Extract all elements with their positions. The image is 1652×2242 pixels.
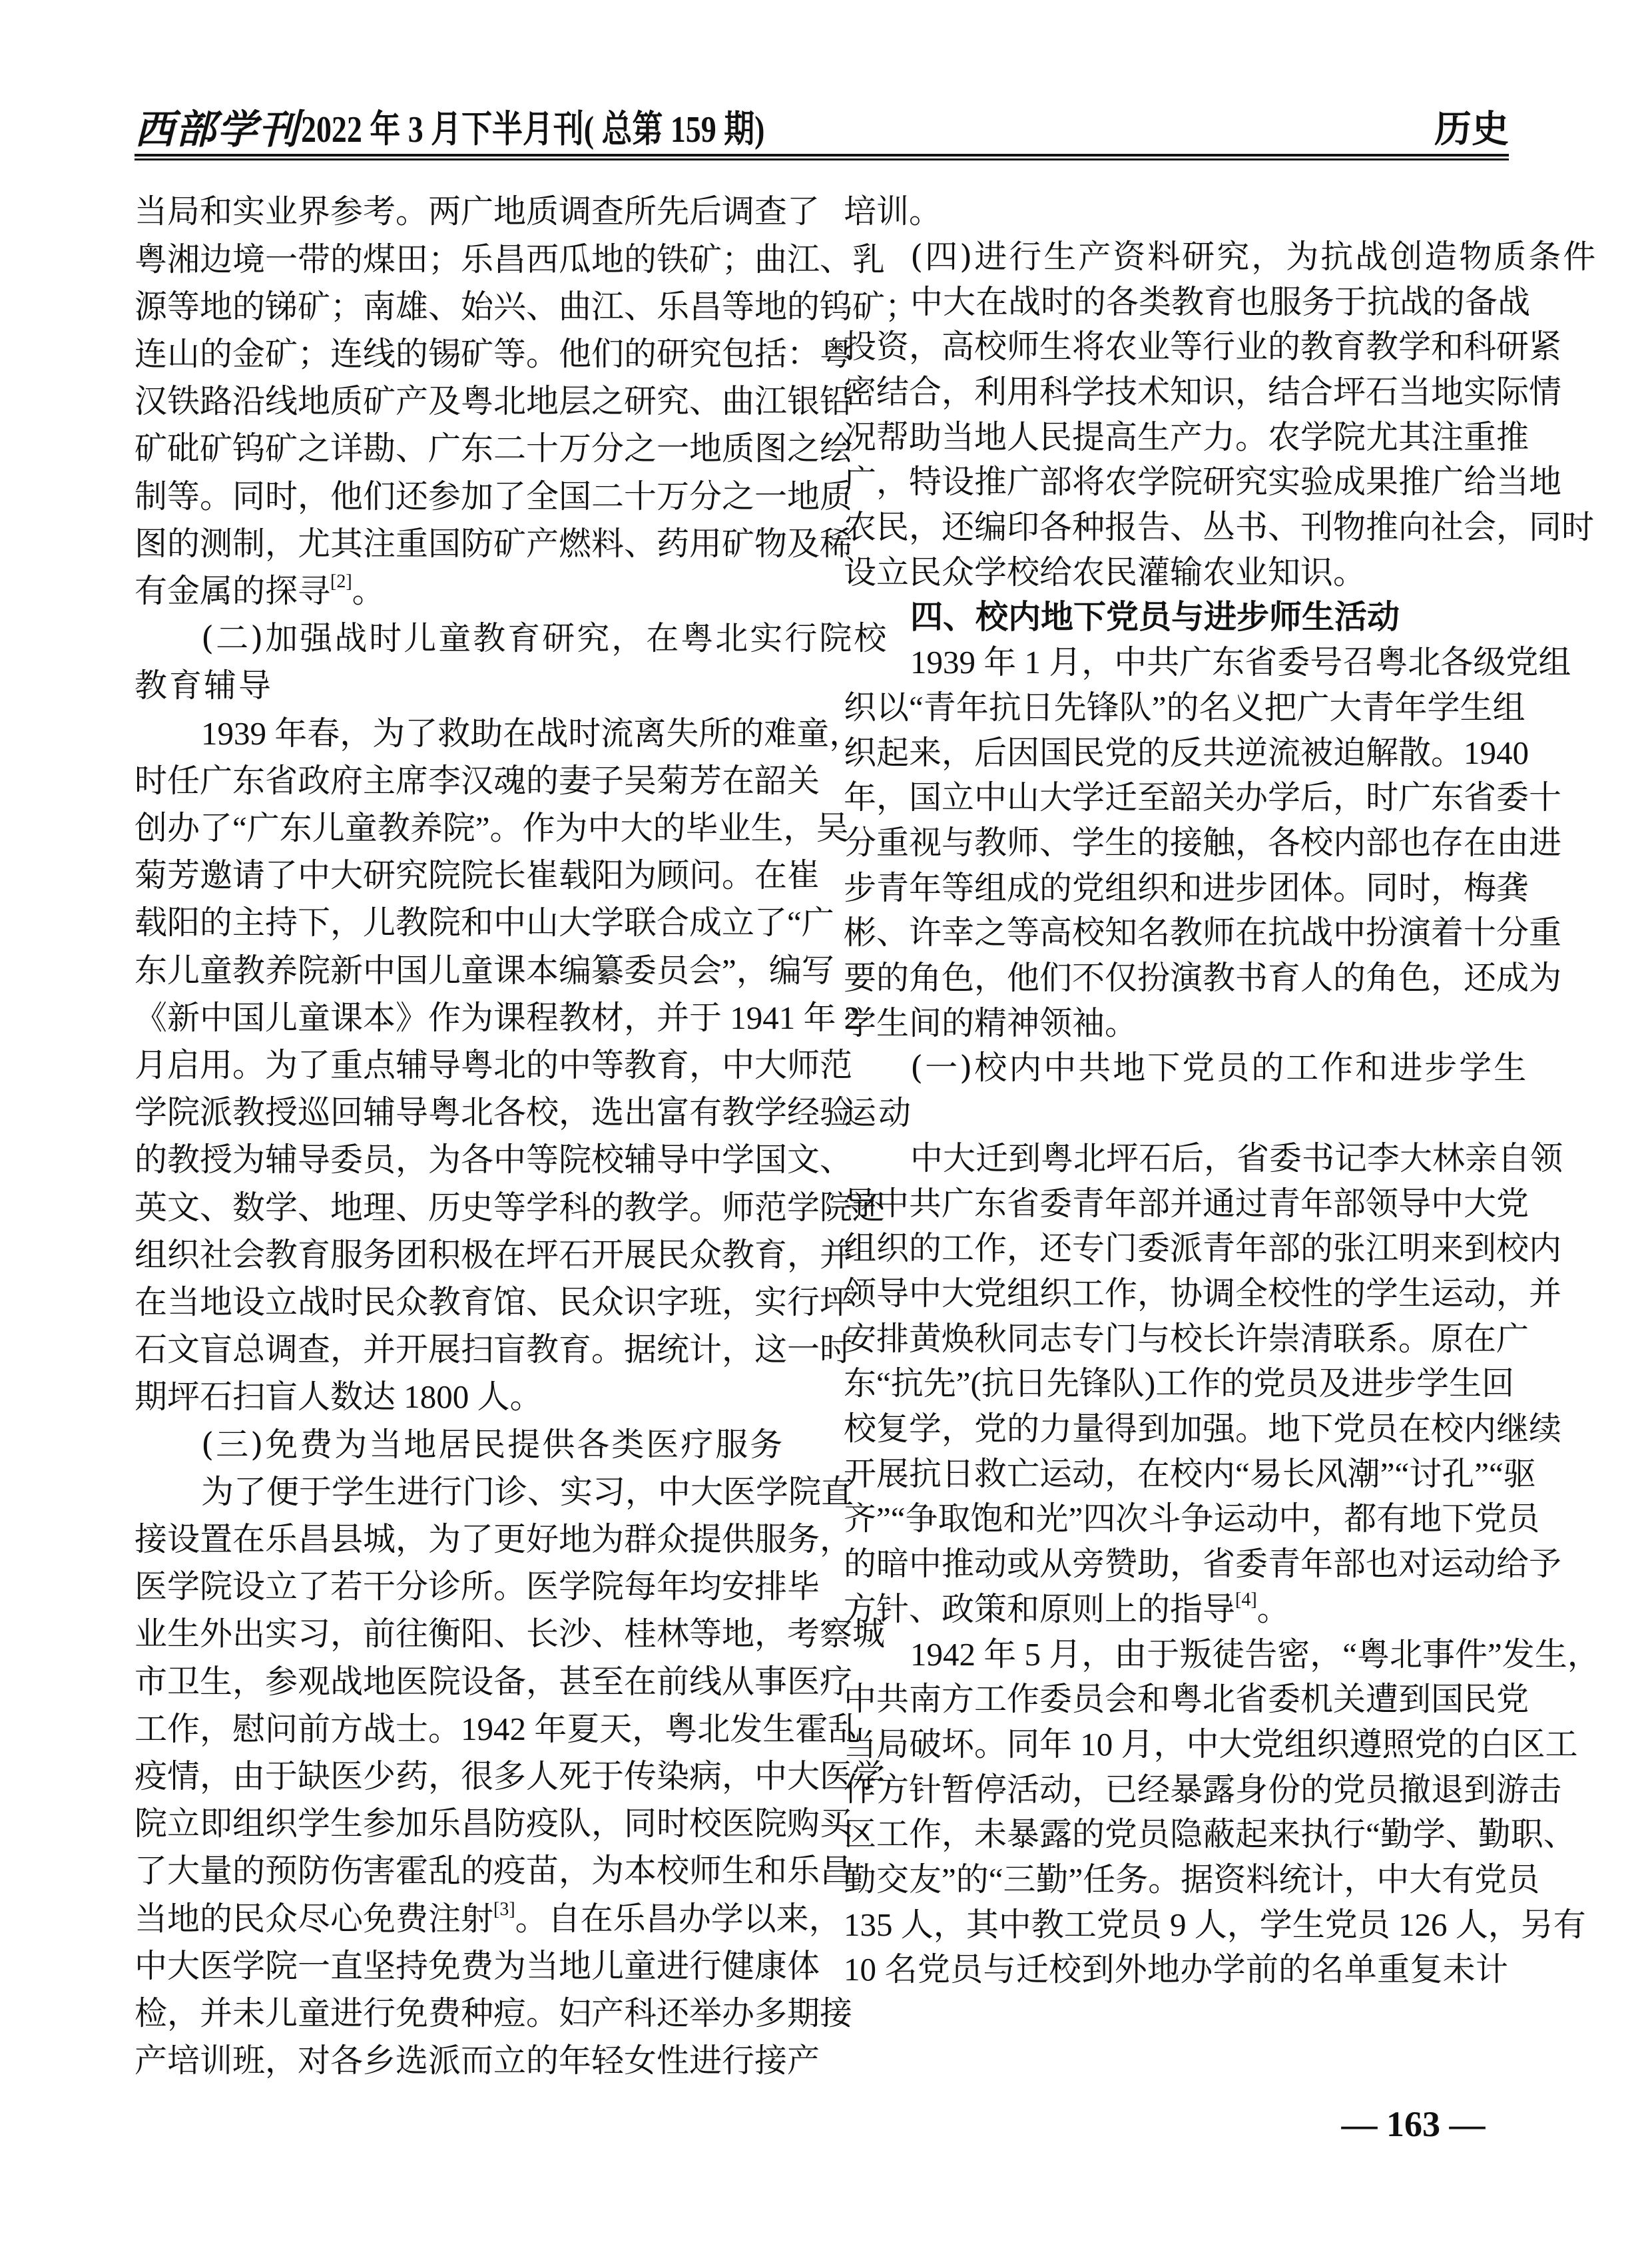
paragraph-line: 1942 年 5 月，由于叛徒告密，“粤北事件”发生，	[910, 1635, 1600, 1673]
paragraph-line: 时任广东省政府主席李汉魂的妻子吴菊芳在韶关	[135, 762, 820, 799]
paragraph-line: 东“抗先”(抗日先锋队)工作的党员及进步学生回	[844, 1365, 1515, 1402]
subsection-heading-line: (二)加强战时儿童教育研究，在粤北实行院校	[201, 619, 889, 658]
running-header	[135, 107, 1509, 153]
paragraph-line: 1939 年春，为了救助在战时流离失所的难童，	[201, 714, 862, 752]
line-text: 当地的民众尽心免费注射	[135, 1900, 494, 1937]
paragraph-line: 当局和实业界参考。两广地质调查所先后调查了	[135, 193, 820, 230]
subsection-heading-line: (四)进行生产资料研究，为抗战创造物质条件	[910, 237, 1598, 276]
paragraph-line: 组织的工作，还专门委派青年部的张江明来到校内	[844, 1230, 1562, 1267]
paragraph-line: 疫情，由于缺医少药，很多人死于传染病，中大医学	[135, 1758, 886, 1795]
paragraph-line: 接设置在乐昌县城，为了更好地为群众提供服务，	[135, 1521, 853, 1557]
paragraph-line: 区工作，未暴露的党员隐蔽起来执行“勤学、勤职、	[844, 1816, 1576, 1853]
line-text: 。	[352, 573, 385, 609]
paragraph-line: 工作，慰问前方战士。1942 年夏天，粤北发生霍乱	[135, 1710, 861, 1747]
paragraph-line: 安排黄焕秋同志专门与校长许崇清联系。原在广	[844, 1320, 1529, 1357]
paragraph-line: 载阳的主持下，儿教院和中山大学联合成立了“广	[135, 904, 834, 942]
paragraph-line: 期坪石扫盲人数达 1800 人。	[135, 1378, 543, 1416]
paragraph-line: 医学院设立了若干分诊所。医学院每年均安排毕	[135, 1568, 820, 1605]
section-heading: 四、校内地下党员与进步师生活动	[910, 598, 1400, 637]
paragraph-line: 中大在战时的各类教育也服务于抗战的备战	[910, 283, 1531, 320]
paragraph-line: 源等地的锑矿；南雄、始兴、曲江、乐昌等地的钨矿；	[135, 288, 918, 325]
citation-ref: [2]	[330, 571, 352, 592]
paragraph-line: 产培训班，对各乡选派而立的年轻女性进行接产	[135, 2042, 820, 2080]
paragraph-line: 创办了“广东儿童教养院”。作为中大的毕业生，吴	[135, 810, 849, 846]
subsection-heading-line: (一)校内中共地下党员的工作和进步学生	[910, 1049, 1529, 1087]
paragraph-line	[135, 1895, 842, 1942]
paragraph-line: 广，特设推广部将农学院研究实验成果推广给当地	[844, 463, 1562, 501]
paragraph-line: 中大医学院一直坚持免费为当地儿童进行健康体	[135, 1947, 820, 1984]
subsection-heading-line: 运动	[844, 1094, 914, 1133]
paragraph-line: 汉铁路沿线地质矿产及粤北地层之研究、曲江银铅	[135, 383, 853, 420]
paragraph-line: 当局破坏。同年 10 月，中大党组织遵照党的白区工	[844, 1725, 1578, 1763]
paragraph-line: 连山的金矿；连线的锡矿等。他们的研究包括：粤	[135, 336, 853, 372]
paragraph-line: 在当地设立战时民众教育馆、民众识字班，实行坪	[135, 1284, 853, 1320]
paragraph-line: 的教授为辅导委员，为各中等院校辅导中学国文、	[135, 1141, 853, 1179]
paragraph-line: 分重视与教师、学生的接触，各校内部也存在由进	[844, 824, 1562, 861]
line-text: 方针、政策和原则上的指导	[844, 1590, 1236, 1627]
paragraph-line: 矿砒矿钨矿之详勘、广东二十万分之一地质图之绘	[135, 430, 853, 467]
paragraph-line: 勤交友”的“三勤”任务。据资料统计，中大有党员	[844, 1861, 1540, 1898]
paragraph-line: 步青年等组成的党组织和进步团体。同时，梅龚	[844, 869, 1529, 906]
paragraph-line: 学生间的精神领袖。	[844, 1004, 1138, 1041]
paragraph-line: 图的测制，尤其注重国防矿产燃料、药用矿物及稀	[135, 525, 853, 562]
paragraph-line: 10 名党员与迁校到外地办学前的名单重复未计	[844, 1951, 1508, 1988]
paragraph-line: 织起来，后因国民党的反共逆流被迫解散。1940	[844, 734, 1529, 771]
paragraph-line: 年，国立中山大学迁至韶关办学后，时广东省委十	[844, 779, 1562, 816]
paragraph-line: 业生外出实习，前往衡阳、长沙、桂林等地，考察城	[135, 1615, 886, 1653]
journal-logo: 西部学刊	[135, 108, 300, 152]
paragraph-line: 中大迁到粤北坪石后，省委书记李大林亲自领	[910, 1139, 1563, 1177]
paragraph-line: 《新中国儿童课本》作为课程教材，并于 1941 年 2	[135, 999, 861, 1036]
subsection-heading-line: 教育辅导	[135, 667, 274, 705]
paragraph-line: 菊芳邀请了中大研究院院长崔载阳为顾问。在崔	[135, 857, 820, 894]
paragraph-line: 了大量的预防伤害霍乱的疫苗，为本校师生和乐昌	[135, 1852, 853, 1890]
paragraph-line: 石文盲总调查，并开展扫盲教育。据统计，这一时	[135, 1331, 853, 1368]
paragraph-line: 领导中大党组织工作，协调全校性的学生运动，并	[844, 1274, 1562, 1312]
header-rule-top	[135, 154, 1509, 156]
paragraph-line: 英文、数学、地理、历史等学科的教学。师范学院还	[135, 1189, 886, 1226]
paragraph-line: 密结合，利用科学技术知识，结合坪石当地实际情	[844, 373, 1562, 410]
paragraph-line: 况帮助当地人民提高生产力。农学院尤其注重推	[844, 418, 1529, 455]
paragraph-line: 学院派教授巡回辅导粤北各校，选出富有教学经验	[135, 1094, 853, 1131]
paragraph-line: 要的角色，他们不仅扮演教书育人的角色，还成为	[844, 960, 1562, 997]
paragraph-line: 东儿童教养院新中国儿童课本编纂委员会”，编写	[135, 952, 834, 989]
citation-ref: [3]	[493, 1898, 515, 1920]
page-number: — 163 —	[1341, 2104, 1486, 2144]
paragraph-line: 月启用。为了重点辅导粤北的中等教育，中大师范	[135, 1047, 853, 1083]
line-text: 。自在乐昌办学以来，	[515, 1900, 842, 1937]
paragraph-line: 设立民众学校给农民灌输农业知识。	[844, 553, 1366, 591]
paragraph-line: 作方针暂停活动，已经暴露身份的党员撤退到游击	[844, 1771, 1562, 1808]
paragraph-line: 中共南方工作委员会和粤北省委机关遭到国民党	[844, 1681, 1529, 1718]
paragraph-line: 开展抗日救亡运动，在校内“易长风潮”“讨孔”“驱	[844, 1455, 1536, 1492]
subsection-heading-line: (三)免费为当地居民提供各类医疗服务	[201, 1425, 785, 1464]
paragraph-line: 农民，还编印各种报告、丛书、刊物推向社会，同时	[844, 509, 1595, 546]
paragraph-line: 校复学，党的力量得到加强。地下党员在校内继续	[844, 1410, 1562, 1448]
paragraph-line: 组织社会教育服务团积极在坪石开展民众教育，并	[135, 1236, 853, 1273]
paragraph-line: 制等。同时，他们还参加了全国二十万分之一地质	[135, 477, 853, 515]
paragraph-line: 培训。	[844, 193, 942, 230]
paragraph-line: 彬、许幸之等高校知名教师在抗战中扮演着十分重	[844, 914, 1562, 952]
line-text: 有金属的探寻	[135, 573, 331, 609]
paragraph-line: 135 人，其中教工党员 9 人，学生党员 126 人，另有	[844, 1906, 1586, 1943]
line-text: 。	[1256, 1590, 1290, 1627]
paragraph-line: 投资，高校师生将农业等行业的教育教学和科研紧	[844, 328, 1562, 366]
header-rule-bottom	[135, 158, 1509, 160]
issue-info: 2022 年 3 月下半月刊( 总第 159 期)	[301, 109, 765, 150]
citation-ref: [4]	[1235, 1589, 1257, 1610]
paragraph-line: 齐”“争取饱和光”四次斗争运动中，都有地下党员	[844, 1500, 1540, 1538]
paragraph-line: 导中共广东省委青年部并通过青年部领导中大党	[844, 1185, 1529, 1222]
paragraph-line: 为了便于学生进行门诊、实习，中大医学院直	[201, 1473, 854, 1510]
paragraph-line: 院立即组织学生参加乐昌防疫队，同时校医院购买	[135, 1805, 853, 1842]
paragraph-line: 检，并未儿童进行免费种痘。妇产科还举办多期接	[135, 1995, 853, 2032]
paragraph-line: 粤湘边境一带的煤田；乐昌西瓜地的铁矿；曲江、乳	[135, 240, 886, 278]
section-label: 历史	[1434, 109, 1509, 150]
paragraph-line	[135, 567, 799, 615]
paragraph-line: 1939 年 1 月，中共广东省委号召粤北各级党组	[910, 644, 1571, 681]
paragraph-line: 的暗中推动或从旁赞助，省委青年部也对运动给予	[844, 1545, 1562, 1583]
paragraph-line: 织以“青年抗日先锋队”的名义把广大青年学生组	[844, 689, 1525, 726]
paragraph-line	[844, 1587, 1508, 1632]
paragraph-line: 市卫生，参观战地医院设备，甚至在前线从事医疗	[135, 1663, 853, 1700]
